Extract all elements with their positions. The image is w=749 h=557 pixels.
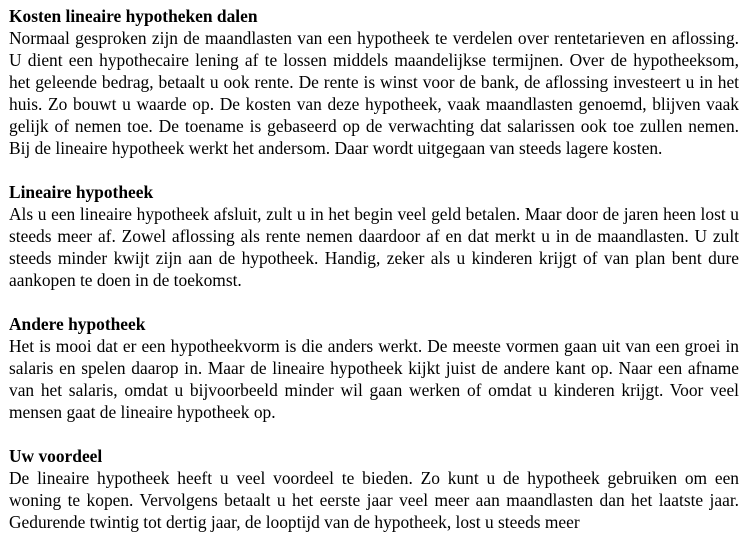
section-kosten — [9, 5, 739, 159]
section-paragraph: Het is mooi dat er een hypotheekvorm is die anders werkt. De meeste vormen gaan uit van een groei in salaris en spelen daarop in. Maar de lineaire hypotheek kijkt juist de andere kant op. Naar een afname van het salaris, omdat u bijvoorbeeld minder wil gaan werken of omdat u kinderen krijgt. Voor veel mensen gaat de lineaire hypotheek op. — [9, 336, 739, 422]
section-heading: Kosten lineaire hypotheken dalen — [9, 6, 258, 26]
section-heading: Lineaire hypotheek — [9, 182, 154, 202]
section-heading: Uw voordeel — [9, 446, 103, 466]
document-body — [9, 5, 739, 555]
section-andere-hypotheek — [9, 313, 739, 423]
section-paragraph: De lineaire hypotheek heeft u veel voordeel te bieden. Zo kunt u de hypotheek gebruiken om een woning te kopen. Vervolgens betaalt u het eerste jaar veel meer aan maandlasten dan het laatste jaar. Gedurende twintig tot dertig jaar, de looptijd van de hypotheek, lost u steeds meer — [9, 468, 739, 532]
section-heading: Andere hypotheek — [9, 314, 146, 334]
section-paragraph: Normaal gesproken zijn de maandlasten van een hypotheek te verdelen over rentetarieven en aflossing. U dient een hypothecaire lening af te lossen middels maandelijkse termijnen. Over de hypotheeksom, het geleende bedrag, betaalt u ook rente. De rente is winst voor de bank, de aflossing investeert u in het huis. Zo bouwt u waarde op. De kosten van deze hypotheek, vaak maandlasten genoemd, blijven vaak gelijk of nemen toe. De toename is gebaseerd op de verwachting dat salarissen ook toe zullen nemen. Bij de lineaire hypotheek werkt het andersom. Daar wordt uitgegaan van steeds lagere kosten. — [9, 28, 739, 158]
section-uw-voordeel — [9, 445, 739, 533]
section-lineaire-hypotheek — [9, 181, 739, 291]
section-paragraph: Als u een lineaire hypotheek afsluit, zult u in het begin veel geld betalen. Maar door de jaren heen lost u steeds meer af. Zowel aflossing als rente nemen daardoor af en dat merkt u in de maandlasten. U zult steeds minder kwijt zijn aan de hypotheek. Handig, zeker als u kinderen krijgt of van plan bent dure aankopen te doen in de toekomst. — [9, 204, 739, 290]
